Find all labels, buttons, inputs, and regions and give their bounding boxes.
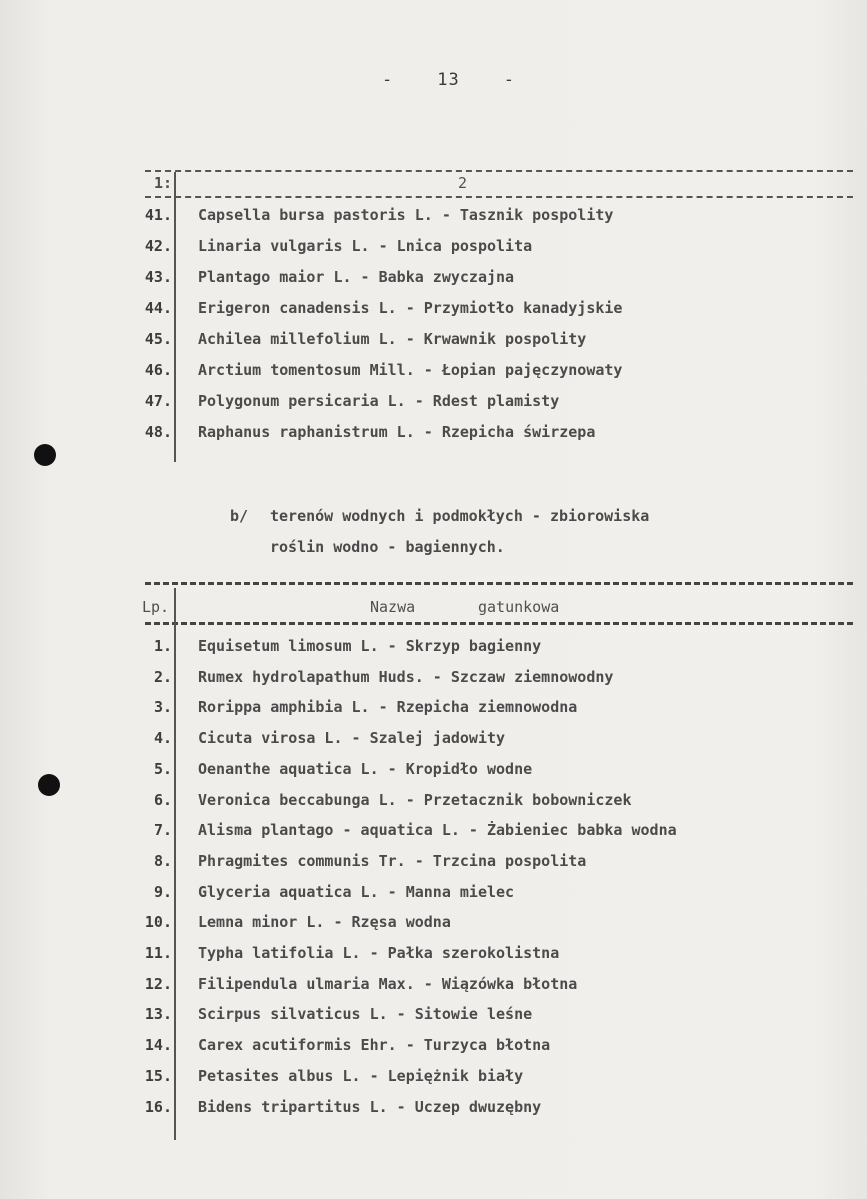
page-dash: -: [382, 70, 394, 90]
row-number: 16.: [144, 1097, 172, 1116]
row-number: 3.: [153, 698, 172, 717]
table-row: [110, 264, 515, 290]
row-number: 10.: [144, 913, 172, 932]
row-number: 45.: [144, 330, 172, 348]
table-header-col2: 2: [458, 174, 468, 192]
row-number: 7.: [153, 821, 172, 840]
table-column-divider: [174, 172, 176, 462]
table-header-rule: [145, 196, 853, 198]
row-number: 6.: [153, 790, 172, 809]
species-entry: Lemna minor L. - Rzęsa wodna: [198, 913, 451, 932]
species-entry: Capsella bursa pastoris L. - Tasznik pospolity: [198, 206, 614, 224]
row-number: 8.: [153, 851, 172, 870]
table-row: [110, 1001, 533, 1027]
table-row: [110, 725, 506, 751]
table-row: [110, 756, 533, 782]
species-entry: Filipendula ulmaria Max. - Wiązówka błotna: [198, 974, 578, 993]
species-entry: Bidens tripartitus L. - Uczep dwuzębny: [198, 1097, 542, 1116]
row-number: 4.: [153, 729, 172, 748]
species-entry: Scirpus silvaticus L. - Sitowie leśne: [198, 1005, 533, 1024]
species-entry: Cicuta virosa L. - Szalej jadowity: [198, 729, 506, 748]
section-heading-line1: terenów wodnych i podmokłych - zbiorowiska: [270, 507, 650, 525]
table-column-divider: [174, 588, 176, 1140]
page-number-header: [360, 70, 520, 90]
table-top-rule: [145, 170, 853, 172]
table-row: [110, 419, 596, 445]
species-entry: Phragmites communis Tr. - Trzcina pospolita: [198, 851, 587, 870]
table-row: [110, 295, 623, 321]
species-entry: Rorippa amphibia L. - Rzepicha ziemnowodna: [198, 698, 578, 717]
species-entry: Glyceria aquatica L. - Manna mielec: [198, 882, 515, 901]
table-top-rule: [145, 582, 853, 585]
table-row: [110, 909, 451, 935]
row-number: 1.: [153, 637, 172, 655]
species-entry: Alisma plantago - aquatica L. - Żabieniec babka wodna: [198, 821, 677, 840]
table-row: [110, 817, 677, 843]
table-header-species: gatunkowa: [478, 598, 560, 616]
table-header-lp: Lp.: [142, 598, 170, 616]
table-row: [110, 848, 587, 874]
table-row: [110, 1032, 551, 1058]
row-number: 47.: [144, 392, 172, 410]
species-entry: Achilea millefolium L. - Krwawnik pospolity: [198, 330, 587, 348]
table-row: [110, 971, 578, 997]
species-entry: Veronica beccabunga L. - Przetacznik bobowniczek: [198, 790, 632, 809]
row-number: 5.: [153, 759, 172, 778]
table-row: [110, 326, 587, 352]
section-heading-line2: roślin wodno - bagiennych.: [270, 538, 505, 556]
punch-hole: [38, 774, 60, 796]
row-number: 44.: [144, 299, 172, 317]
species-entry: Polygonum persicaria L. - Rdest plamisty: [198, 392, 560, 410]
table-header-rule: [145, 622, 853, 625]
table-row: [110, 787, 632, 813]
row-number: 43.: [144, 268, 172, 286]
row-number: 46.: [144, 361, 172, 379]
species-entry: Carex acutiformis Ehr. - Turzyca błotna: [198, 1036, 551, 1055]
row-number: 9.: [153, 882, 172, 901]
table-row: [110, 202, 614, 228]
row-number: 11.: [144, 944, 172, 962]
section-marker: b/: [230, 507, 249, 525]
species-entry: Oenanthe aquatica L. - Kropidło wodne: [198, 759, 533, 778]
table-row: [110, 694, 578, 720]
species-entry: Petasites albus L. - Lepiężnik biały: [198, 1066, 524, 1085]
table-row: [110, 879, 515, 905]
table-header-name: Nazwa: [370, 598, 416, 616]
row-number: 48.: [144, 423, 172, 441]
table-row: [110, 233, 533, 259]
table-row: [110, 388, 560, 414]
row-number: 14.: [144, 1036, 172, 1055]
page-number: 13: [437, 70, 460, 90]
row-number: 2.: [153, 667, 172, 686]
table-row: [110, 664, 614, 690]
row-number: 42.: [144, 237, 172, 255]
species-entry: Raphanus raphanistrum L. - Rzepicha świrzepa: [198, 423, 596, 441]
row-number: 41.: [144, 206, 172, 224]
table-row: [110, 1094, 542, 1120]
table-row: [110, 1063, 524, 1089]
table-row: [110, 357, 623, 383]
row-number: 12.: [144, 974, 172, 993]
species-entry: Plantago maior L. - Babka zwyczajna: [198, 268, 515, 286]
table-row: [110, 940, 560, 966]
species-entry: Arctium tomentosum Mill. - Łopian pajęczynowaty: [198, 361, 623, 379]
page-dash: -: [503, 70, 515, 90]
species-entry: Linaria vulgaris L. - Lnica pospolita: [198, 237, 533, 255]
species-entry: Typha latifolia L. - Pałka szerokolistna: [198, 944, 560, 962]
table-row: [110, 633, 542, 659]
species-entry: Equisetum limosum L. - Skrzyp bagienny: [198, 637, 542, 655]
punch-hole: [34, 444, 56, 466]
row-number: 13.: [144, 1005, 172, 1024]
row-number: 15.: [144, 1066, 172, 1085]
table-header-col1: 1:: [154, 174, 173, 192]
species-entry: Rumex hydrolapathum Huds. - Szczaw ziemnowodny: [198, 667, 614, 686]
species-entry: Erigeron canadensis L. - Przymiotło kanadyjskie: [198, 299, 623, 317]
